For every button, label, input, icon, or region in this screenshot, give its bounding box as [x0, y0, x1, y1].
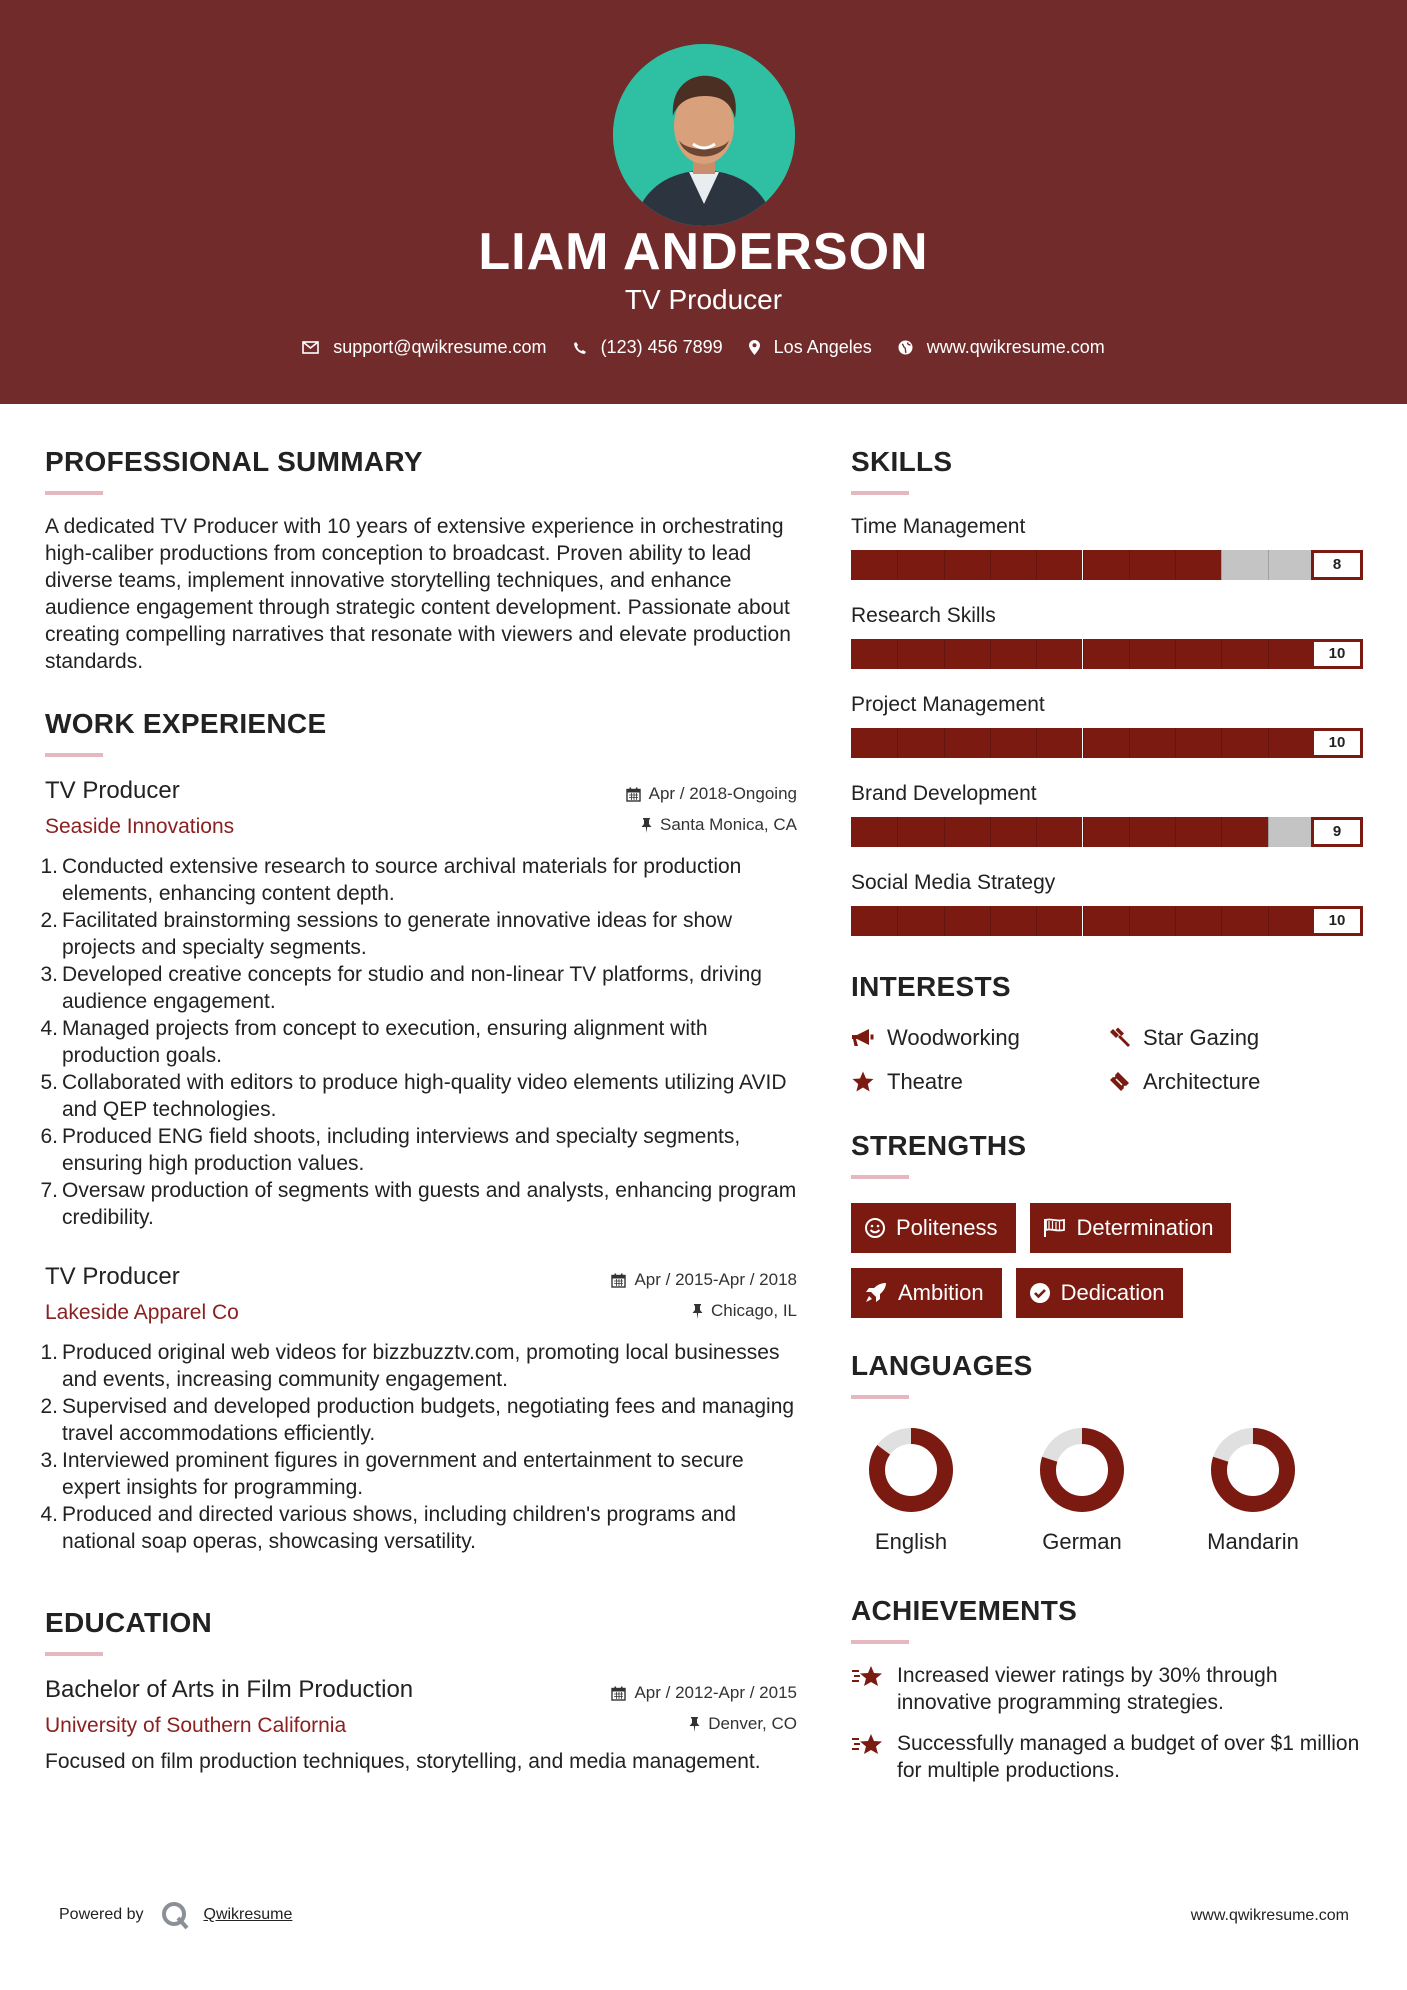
skill-item — [851, 782, 1363, 847]
strength-chip — [851, 1268, 1002, 1318]
skill-item — [851, 604, 1363, 669]
skill-bar-segment — [1036, 728, 1082, 758]
email-text: support@qwikresume.com — [333, 337, 547, 357]
school-name: University of Southern California — [45, 1714, 347, 1737]
profile-photo — [613, 44, 795, 226]
section-rule — [851, 1175, 909, 1179]
language-item — [1193, 1427, 1313, 1555]
powered-by-text: Powered by — [59, 1906, 144, 1923]
interests-list — [851, 1025, 1363, 1095]
skill-bar-segment — [1129, 728, 1175, 758]
location-text: Los Angeles — [773, 337, 872, 357]
languages-heading: LANGUAGES — [851, 1350, 1033, 1381]
flag-icon — [1043, 1218, 1067, 1238]
skill-bar-segment — [1083, 906, 1129, 936]
skill-bar-segment — [897, 639, 943, 669]
achievement-star-icon — [851, 1664, 885, 1690]
list-item: 3. Interviewed prominent figures in government and entertainment to secure expert insights for programming. — [40, 1449, 744, 1499]
pin-icon — [641, 818, 652, 833]
smile-icon — [864, 1217, 886, 1239]
section-rule — [45, 491, 103, 495]
skill-bar-segment — [1129, 639, 1175, 669]
candidate-name: LIAM ANDERSON — [478, 223, 929, 281]
skill-bar-segment — [1221, 550, 1267, 580]
left-column — [40, 446, 797, 1775]
language-level-ring — [868, 1427, 954, 1513]
strength-chip — [1030, 1203, 1232, 1253]
skill-bar-segment — [1036, 550, 1082, 580]
language-name: German — [1042, 1529, 1122, 1554]
achievement-text: Successfully managed a budget of over $1 million for multiple productions. — [897, 1732, 1360, 1782]
skill-bar-segment — [1083, 817, 1129, 847]
bullhorn-icon — [851, 1028, 875, 1048]
job-title: TV Producer — [45, 1263, 180, 1290]
skill-bar — [851, 906, 1363, 936]
interest-label: Woodworking — [887, 1025, 1020, 1050]
skill-bar-segment — [1268, 817, 1314, 847]
calendar-icon — [626, 787, 641, 802]
languages-list — [851, 1427, 1363, 1555]
footer-powered-by — [59, 1900, 292, 1930]
skill-bar-segment — [851, 639, 897, 669]
achievement-text: Increased viewer ratings by 30% through innovative programming strategies. — [897, 1664, 1278, 1714]
job-duties — [40, 1339, 797, 1555]
star-icon — [851, 1071, 875, 1093]
strengths-heading: STRENGTHS — [851, 1130, 1027, 1161]
skill-bar-segment — [944, 728, 990, 758]
interest-item — [1107, 1025, 1363, 1051]
skill-bar-segment — [990, 906, 1036, 936]
list-item: 6. Produced ENG field shoots, including interviews and specialty segments, ensuring high production values. — [40, 1125, 741, 1175]
education-entry — [45, 1676, 797, 1775]
skill-bar-segment — [1036, 639, 1082, 669]
rocket-icon — [864, 1282, 888, 1304]
language-item — [1022, 1427, 1142, 1555]
language-name: English — [874, 1529, 948, 1554]
skill-bar-segment — [990, 728, 1036, 758]
interest-item — [1107, 1069, 1363, 1095]
job-entry — [40, 777, 797, 1231]
contact-bar — [0, 337, 1407, 358]
pin-icon — [689, 1717, 700, 1732]
education-location-text: Denver, CO — [708, 1714, 797, 1733]
skill-bar-segment — [1268, 906, 1314, 936]
skill-bar-segment — [1221, 906, 1267, 936]
education-description: Focused on film production techniques, storytelling, and media management. — [45, 1750, 761, 1773]
skill-bar — [851, 550, 1363, 580]
section-rule — [851, 491, 909, 495]
skill-bar-segment — [1268, 550, 1314, 580]
section-rule — [45, 753, 103, 757]
list-item: 4. Managed projects from concept to execution, ensuring alignment with production goals. — [40, 1017, 708, 1067]
skill-name: Brand Development — [851, 782, 1037, 805]
job-location — [692, 1301, 797, 1321]
skill-bar-segment — [944, 906, 990, 936]
skill-bar — [851, 639, 1363, 669]
strength-label: Determination — [1076, 1215, 1214, 1240]
map-marker-icon — [749, 340, 760, 355]
job-company: Lakeside Apparel Co — [45, 1301, 239, 1324]
skill-bar-segment — [897, 906, 943, 936]
achievement-item — [851, 1730, 1363, 1784]
skills-heading: SKILLS — [851, 446, 953, 477]
summary-heading: PROFESSIONAL SUMMARY — [45, 446, 423, 477]
skill-bar-segment — [1268, 728, 1314, 758]
job-title: TV Producer — [45, 777, 180, 804]
skill-name: Project Management — [851, 693, 1045, 716]
envelope-icon — [302, 341, 319, 354]
skill-bar-segment — [1129, 817, 1175, 847]
interest-label: Star Gazing — [1143, 1025, 1260, 1050]
education-location — [689, 1714, 797, 1734]
skill-bar-segment — [1083, 639, 1129, 669]
skill-bar-segment — [897, 728, 943, 758]
list-item: 1. Produced original web videos for bizzbuzztv.com, promoting local businesses and events, increasing community engagement. — [40, 1341, 780, 1391]
strength-label: Dedication — [1060, 1280, 1165, 1305]
contact-website[interactable] — [898, 337, 1105, 358]
candidate-title: TV Producer — [624, 284, 783, 315]
contact-phone[interactable] — [573, 337, 723, 358]
skill-name: Time Management — [851, 515, 1026, 538]
achievement-item — [851, 1662, 1363, 1716]
language-name: Mandarin — [1207, 1529, 1299, 1554]
skill-bar-segment — [944, 550, 990, 580]
calendar-icon — [611, 1273, 626, 1288]
list-item: 2. Facilitated brainstorming sessions to generate innovative ideas for show projects and specialty segments. — [40, 909, 733, 959]
check-circle-icon — [1029, 1282, 1051, 1304]
phone-icon — [573, 341, 587, 355]
footer-website[interactable]: www.qwikresume.com — [1190, 1907, 1349, 1924]
skill-bar-segment — [944, 817, 990, 847]
strength-chip — [1016, 1268, 1183, 1318]
job-date — [626, 784, 797, 804]
achievements-list — [851, 1662, 1363, 1784]
skill-bar-segment — [1268, 639, 1314, 669]
list-item: 1. Conducted extensive research to source archival materials for production elements, enhancing content depth. — [40, 855, 742, 905]
strength-label: Ambition — [898, 1280, 984, 1305]
job-company: Seaside Innovations — [45, 815, 235, 838]
list-item: 2. Supervised and developed production budgets, negotiating fees and managing travel accommodations efficiently. — [40, 1395, 795, 1445]
phone-text: (123) 456 7899 — [600, 337, 723, 357]
strength-label: Politeness — [896, 1215, 998, 1240]
skill-score: 10 — [1311, 906, 1363, 936]
experience-heading: WORK EXPERIENCE — [45, 708, 327, 739]
job-duties — [40, 853, 797, 1231]
job-location-text: Santa Monica, CA — [659, 815, 797, 834]
language-item — [851, 1427, 971, 1555]
job-location-text: Chicago, IL — [711, 1301, 797, 1320]
section-rule — [45, 1652, 103, 1656]
skill-bar-segment — [851, 817, 897, 847]
skill-bar-segment — [851, 728, 897, 758]
globe-icon — [898, 340, 913, 355]
skill-bar-segment — [1083, 728, 1129, 758]
list-item: 4. Produced and directed various shows, including children's programs and national soap operas, showcasing versatility. — [40, 1503, 737, 1553]
interest-item — [851, 1025, 1107, 1051]
summary-text: A dedicated TV Producer with 10 years of extensive experience in orchestrating high-caliber productions from conception to broadcast. Proven ability to lead diverse teams, implement innovative storytelling techniques, and enhance audience engagement through strategic content development. Passionate about creating compelling narratives that resonate with viewers and elevate production standards. — [45, 515, 791, 673]
achievements-heading: ACHIEVEMENTS — [851, 1595, 1078, 1626]
skill-bar-segment — [990, 639, 1036, 669]
skill-score: 8 — [1311, 550, 1363, 580]
skill-bar-segment — [990, 817, 1036, 847]
list-item: 7. Oversaw production of segments with guests and analysts, enhancing program credibility. — [40, 1179, 797, 1229]
skill-item — [851, 515, 1363, 580]
skill-bar-segment — [1175, 817, 1221, 847]
language-level-ring — [1210, 1427, 1296, 1513]
skill-bar-segment — [1175, 728, 1221, 758]
skill-bar — [851, 817, 1363, 847]
brand-link[interactable]: Qwikresume — [203, 1906, 293, 1923]
skill-score: 10 — [1311, 639, 1363, 669]
job-location — [641, 815, 797, 835]
contact-email[interactable] — [302, 337, 546, 358]
skill-name: Research Skills — [851, 604, 996, 627]
skill-bar-segment — [1175, 550, 1221, 580]
skill-item — [851, 693, 1363, 758]
interests-heading: INTERESTS — [851, 971, 1011, 1002]
skill-bar-segment — [897, 817, 943, 847]
achievement-star-icon — [851, 1732, 885, 1758]
skill-bar — [851, 728, 1363, 758]
strength-chip — [851, 1203, 1016, 1253]
calendar-icon — [611, 1686, 626, 1701]
skill-score: 10 — [1311, 728, 1363, 758]
header-banner — [0, 0, 1407, 404]
skill-bar-segment — [990, 550, 1036, 580]
section-rule — [851, 1640, 909, 1644]
skills-list — [851, 515, 1363, 936]
skill-bar-segment — [851, 906, 897, 936]
ticket-icon — [1107, 1071, 1131, 1093]
strengths-list — [851, 1203, 1363, 1318]
interest-label: Theatre — [887, 1069, 963, 1094]
education-date — [611, 1683, 797, 1703]
skill-bar-segment — [1036, 906, 1082, 936]
skill-bar-segment — [1221, 728, 1267, 758]
job-date-text: Apr / 2015-Apr / 2018 — [634, 1270, 797, 1289]
interest-label: Architecture — [1143, 1069, 1261, 1094]
skill-name: Social Media Strategy — [851, 871, 1056, 894]
skill-bar-segment — [897, 550, 943, 580]
qwikresume-logo-icon — [160, 1900, 190, 1930]
skill-item — [851, 871, 1363, 936]
education-heading: EDUCATION — [45, 1607, 213, 1638]
skill-bar-segment — [1175, 639, 1221, 669]
job-date-text: Apr / 2018-Ongoing — [648, 784, 797, 803]
degree-title: Bachelor of Arts in Film Production — [45, 1676, 414, 1703]
interest-item — [851, 1069, 1107, 1095]
list-item: 5. Collaborated with editors to produce high-quality video elements utilizing AVID and QEP technologies. — [40, 1071, 787, 1121]
pin-icon — [692, 1304, 703, 1319]
right-column — [851, 446, 1363, 1784]
skill-bar-segment — [851, 550, 897, 580]
section-rule — [851, 1395, 909, 1399]
skill-bar-segment — [1036, 817, 1082, 847]
list-item: 3. Developed creative concepts for studio and non-linear TV platforms, driving audience engagement. — [40, 963, 762, 1013]
job-date — [611, 1270, 797, 1290]
skill-bar-segment — [1221, 639, 1267, 669]
skill-bar-segment — [1129, 906, 1175, 936]
skill-bar-segment — [1083, 550, 1129, 580]
gavel-icon — [1107, 1027, 1131, 1049]
website-text: www.qwikresume.com — [926, 337, 1105, 357]
skill-bar-segment — [1175, 906, 1221, 936]
job-entry — [40, 1263, 797, 1555]
skill-score: 9 — [1311, 817, 1363, 847]
language-level-ring — [1039, 1427, 1125, 1513]
contact-location — [749, 337, 872, 358]
skill-bar-segment — [1221, 817, 1267, 847]
education-date-text: Apr / 2012-Apr / 2015 — [634, 1683, 797, 1702]
skill-bar-segment — [944, 639, 990, 669]
skill-bar-segment — [1129, 550, 1175, 580]
